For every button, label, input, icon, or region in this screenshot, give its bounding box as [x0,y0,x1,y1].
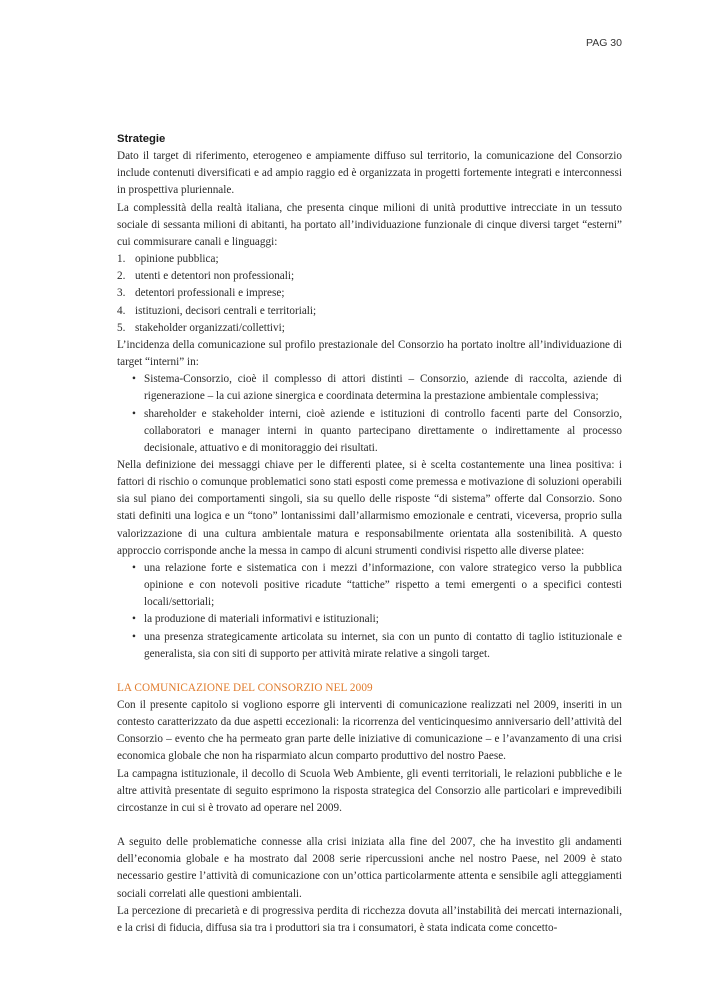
list-number: 4. [117,304,126,317]
paragraph: La complessità della realtà italiana, che presenta cinque milioni di unità produttive intrecciate in un tessuto sociale di sessanta milioni di abitanti, ha portato all’individuazione funzionale di cinque diversi target “esterni” cui commisurare canali e linguaggi: [117,201,622,248]
paragraph: A seguito delle problematiche connesse alla crisi iniziata alla fine del 2007, che ha investito gli andamenti dell’economia globale e ha mostrato dal 2008 serie ripercussioni anche nel nostro Paese, nel 2009 è stato necessario gestire l’attività di comunicazione con un’ottica particolarmente attenta e sensibile agli atteggiamenti sociali correlati alle questioni ambientali. [117,836,622,900]
bullet-item [117,560,622,611]
bullet-item [117,611,622,628]
list-number: 3. [117,287,126,300]
list-item [117,320,622,337]
paragraph: La campagna istituzionale, il decollo di Scuola Web Ambiente, gli eventi territoriali, le relazioni pubbliche e le altre attività presentate di seguito esprimono la risposta strategica del Consorzio alle particolari e imprevedibili circostanze in cui si è trovato ad operare nel 2009. [117,767,622,814]
bullet-icon: • [132,613,136,626]
bullet-icon: • [132,373,136,386]
section-heading-comunicazione: LA COMUNICAZIONE DEL CONSORZIO NEL 2009 [117,681,373,694]
spacer [117,663,622,680]
bullet-item [117,371,622,405]
external-targets-list [117,251,622,337]
document-body [117,131,622,937]
shared-tools-list [117,560,622,663]
bullet-item [117,406,622,457]
section-heading-strategie: Strategie [117,133,166,145]
list-item [117,285,622,302]
list-item-text: utenti e detentori non professionali; [135,270,295,283]
bullet-text: shareholder e stakeholder interni, cioè aziende e istituzioni di controllo facenti parte del Consorzio, collaboratori e manager interni in quanto partecipano direttamente o indirettamente al processo decisionale, attuativo e di monitoraggio dei risultati. [144,407,622,454]
list-item [117,303,622,320]
list-number: 1. [117,253,126,266]
list-item-text: stakeholder organizzati/collettivi; [135,321,285,334]
bullet-icon: • [132,561,136,574]
bullet-text: Sistema-Consorzio, cioè il complesso di attori distinti – Consorzio, aziende di raccolta, aziende di rigenerazione – la cui azione sinergica e coordinata determina la prestazione ambientale complessiva; [144,373,622,403]
bullet-text: una relazione forte e sistematica con i mezzi d’informazione, con valore strategico verso la pubblica opinione e con notevoli positive ricadute “tattiche” rispetto a temi emergenti o a specifici contesti locali/settoriali; [144,561,622,609]
bullet-icon: • [132,630,136,643]
page-number: PAG 30 [586,37,622,49]
list-number: 5. [117,321,126,334]
paragraph: L’incidenza della comunicazione sul profilo prestazionale del Consorzio ha portato inoltre all’individuazione di target “interni” in: [117,338,622,369]
list-item [117,251,622,268]
bullet-item [117,629,622,663]
list-number: 2. [117,270,126,283]
paragraph: Dato il target di riferimento, eterogeneo e ampiamente diffuso sul territorio, la comunicazione del Consorzio include contenuti diversificati e ad ampio raggio ed è organizzata in progetti fortemente integrati e interconnessi in prospettiva pluriennale. [117,150,622,197]
paragraph: Nella definizione dei messaggi chiave per le differenti platee, si è scelta costantemente una linea positiva: i fattori di rischio o comunque problematici sono stati esposti come premessa e motivazione di soluzioni operabili sia sul piano dei comportamenti singoli, sia su quello delle risposte “di sistema” offerte dal Consorzio. Sono stati definiti una logica e un “tono” lontanissimi dall’allarmismo emozionale e centrati, viceversa, proprio sulla valorizzazione di una cultura ambientale matura e responsabilmente orientata alla sostenibilità. A questo approccio corrisponde anche la messa in campo di alcuni strumenti condivisi rispetto alle diverse platee: [117,458,622,557]
list-item-text: opinione pubblica; [135,253,219,266]
paragraph: Con il presente capitolo si vogliono esporre gli interventi di comunicazione realizzati nel 2009, inseriti in un contesto caratterizzato da due aspetti eccezionali: la ricorrenza del venticinquesimo anniversario dell’attività del Consorzio – evento che ha permeato gran parte delle iniziative di comunicazione – e l’avanzamento di una crisi economica globale che non ha risparmiato alcun comparto produttivo del nostro Paese. [117,699,622,763]
spacer [117,817,622,834]
list-item-text: detentori professionali e imprese; [135,287,285,300]
list-item [117,268,622,285]
bullet-text: una presenza strategicamente articolata su internet, sia con un punto di contatto di taglio istituzionale e generalista, sia con siti di supporto per attività mirate relative a singoli target. [144,630,622,660]
bullet-text: la produzione di materiali informativi e istituzionali; [144,613,379,626]
internal-targets-list [117,371,622,457]
bullet-icon: • [132,407,136,420]
paragraph: La percezione di precarietà e di progressiva perdita di ricchezza dovuta all’instabilità dei mercati internazionali, e la crisi di fiducia, diffusa sia tra i produttori sia tra i consumatori, è stata indicata come concetto- [117,904,622,934]
list-item-text: istituzioni, decisori centrali e territoriali; [135,304,317,317]
